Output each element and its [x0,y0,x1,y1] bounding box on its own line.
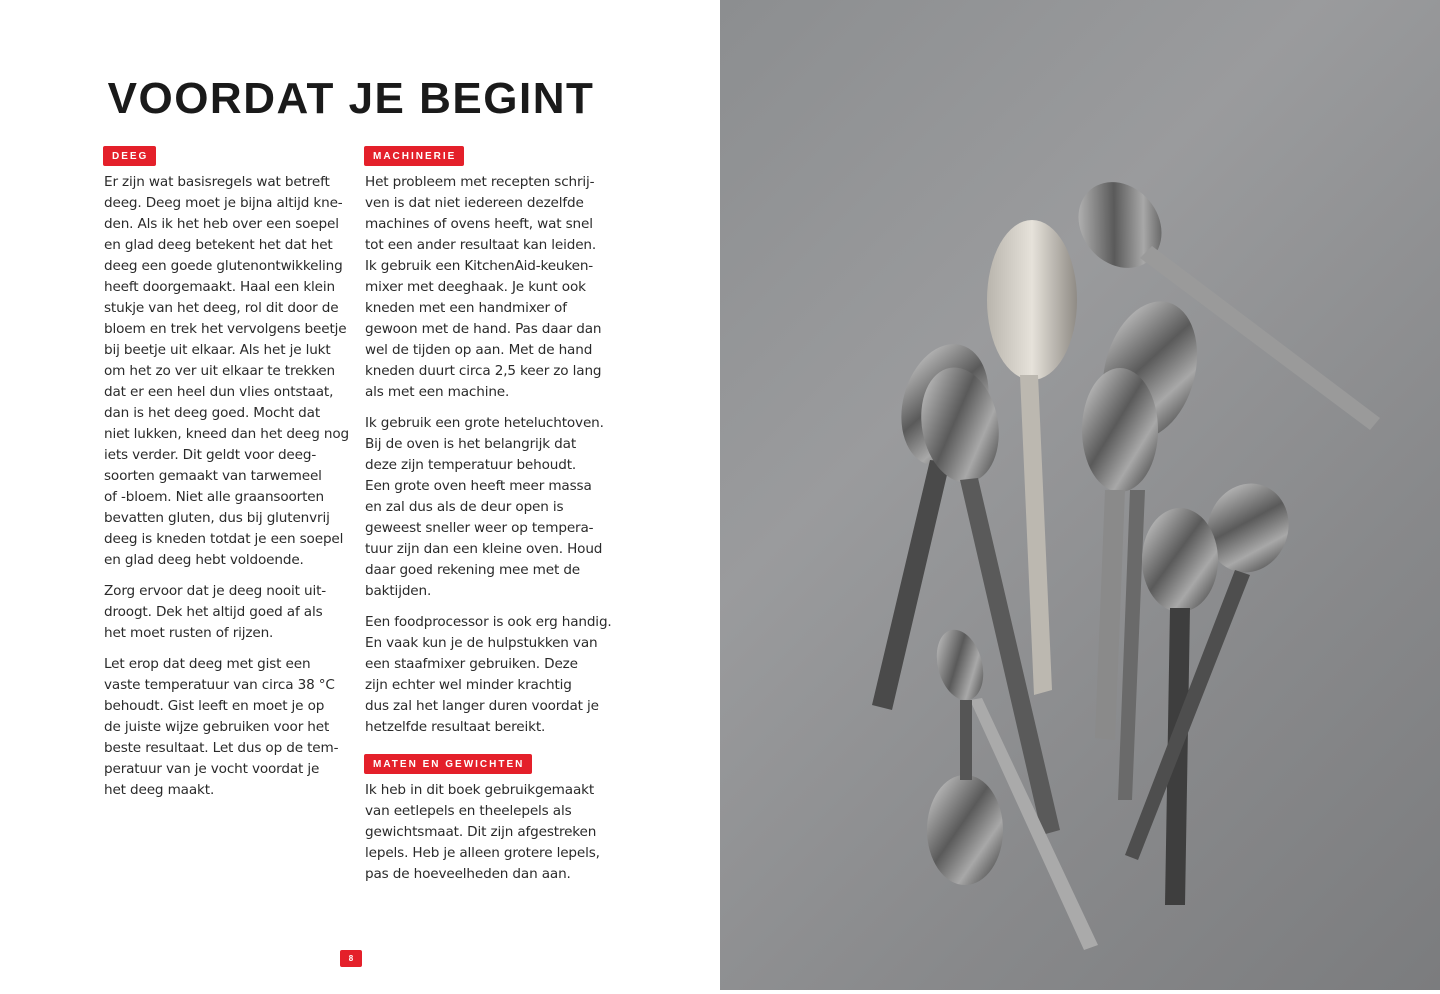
left-page [0,0,720,990]
section-badge-deeg: DEEG [103,146,156,166]
column-left [104,144,354,811]
spoon-cluster-right [1125,472,1301,905]
paragraph: Het probleem met recepten schrij- ven is dat niet iedereen dezelfde machines of ovens heeft, wat snel tot een ander resultaat kan leiden. Ik gebruik een KitchenAid-keuken- mixer met deeghaak. Je kunt ook kneden met een handmixer of gewoon met de hand. Pas daar dan wel de tijden op aan. Met de hand kneden duurt circa 2,5 keer zo lang als met een machine. [365,174,602,400]
section-badge-maten: MATEN EN GEWICHTEN [364,754,532,774]
section-badge-machinerie: MACHINERIE [364,146,464,166]
section-machinerie [365,144,615,738]
paragraph: Een foodprocessor is ook erg handig. En vaak kun je de hulpstukken van een staafmixer gebruiken. Deze zijn echter wel minder krachtig dus zal het langer duren voordat je hetzelfde resultaat bereikt. [365,614,612,735]
paragraph: Er zijn wat basisregels wat betreft deeg. Deeg moet je bijna altijd kne- den. Als ik het heb over een soepel en glad deeg betekent het dat het deeg een goede glutenontwikkeling heeft doorgemaakt. Haal een klein stukje van het deeg, rol dit door de bloem en trek het vervolgens beetje bij beetje uit elkaar. Als het je lukt om het zo ver uit elkaar te trekken dat er een heel dun vlies ontstaat, dan is het deeg goed. Mocht dat niet lukken, kneed dan het deeg nog iets verder. Dit geldt voor deeg- soorten gemaakt van tarwemeel of -bloem. Niet alle graansoorten bevatten gluten, dus bij glutenvrij deeg is kneden totdat je een soepel en glad deeg hebt voldoende. [104,174,349,568]
spoons-photo [720,0,1440,990]
spoons-illustration [720,0,1440,990]
paragraph: Ik heb in dit boek gebruikgemaakt van eetlepels en theelepels als gewichtsmaat. Dit zijn afgestreken lepels. Heb je alleen grotere lepels, pas de hoeveelheden dan aan. [365,782,600,882]
section-deeg [104,144,354,801]
page-title: VOORDAT JE BEGINT [107,74,595,123]
section-maten-en-gewichten [365,752,615,885]
paragraph: Zorg ervoor dat je deeg nooit uit- droogt. Dek het altijd goed af als het moet rusten of rijzen. [104,583,327,641]
paragraph: Ik gebruik een grote heteluchtoven. Bij de oven is het belangrijk dat deze zijn temperatuur behoudt. Een grote oven heeft meer massa en zal dus als de deur open is geweest sneller weer op tempera- tuur zijn dan een kleine oven. Houd daar goed rekening mee met de baktijden. [365,415,604,599]
column-right [365,144,615,895]
paragraph: Let erop dat deeg met gist een vaste temperatuur van circa 38 °C behoudt. Gist leeft en moet je op de juiste wijze gebruiken voor het beste resultaat. Let dus op de tem- peratuur van je vocht voordat je het deeg maakt. [104,656,339,798]
page-number: 8 [340,950,362,967]
